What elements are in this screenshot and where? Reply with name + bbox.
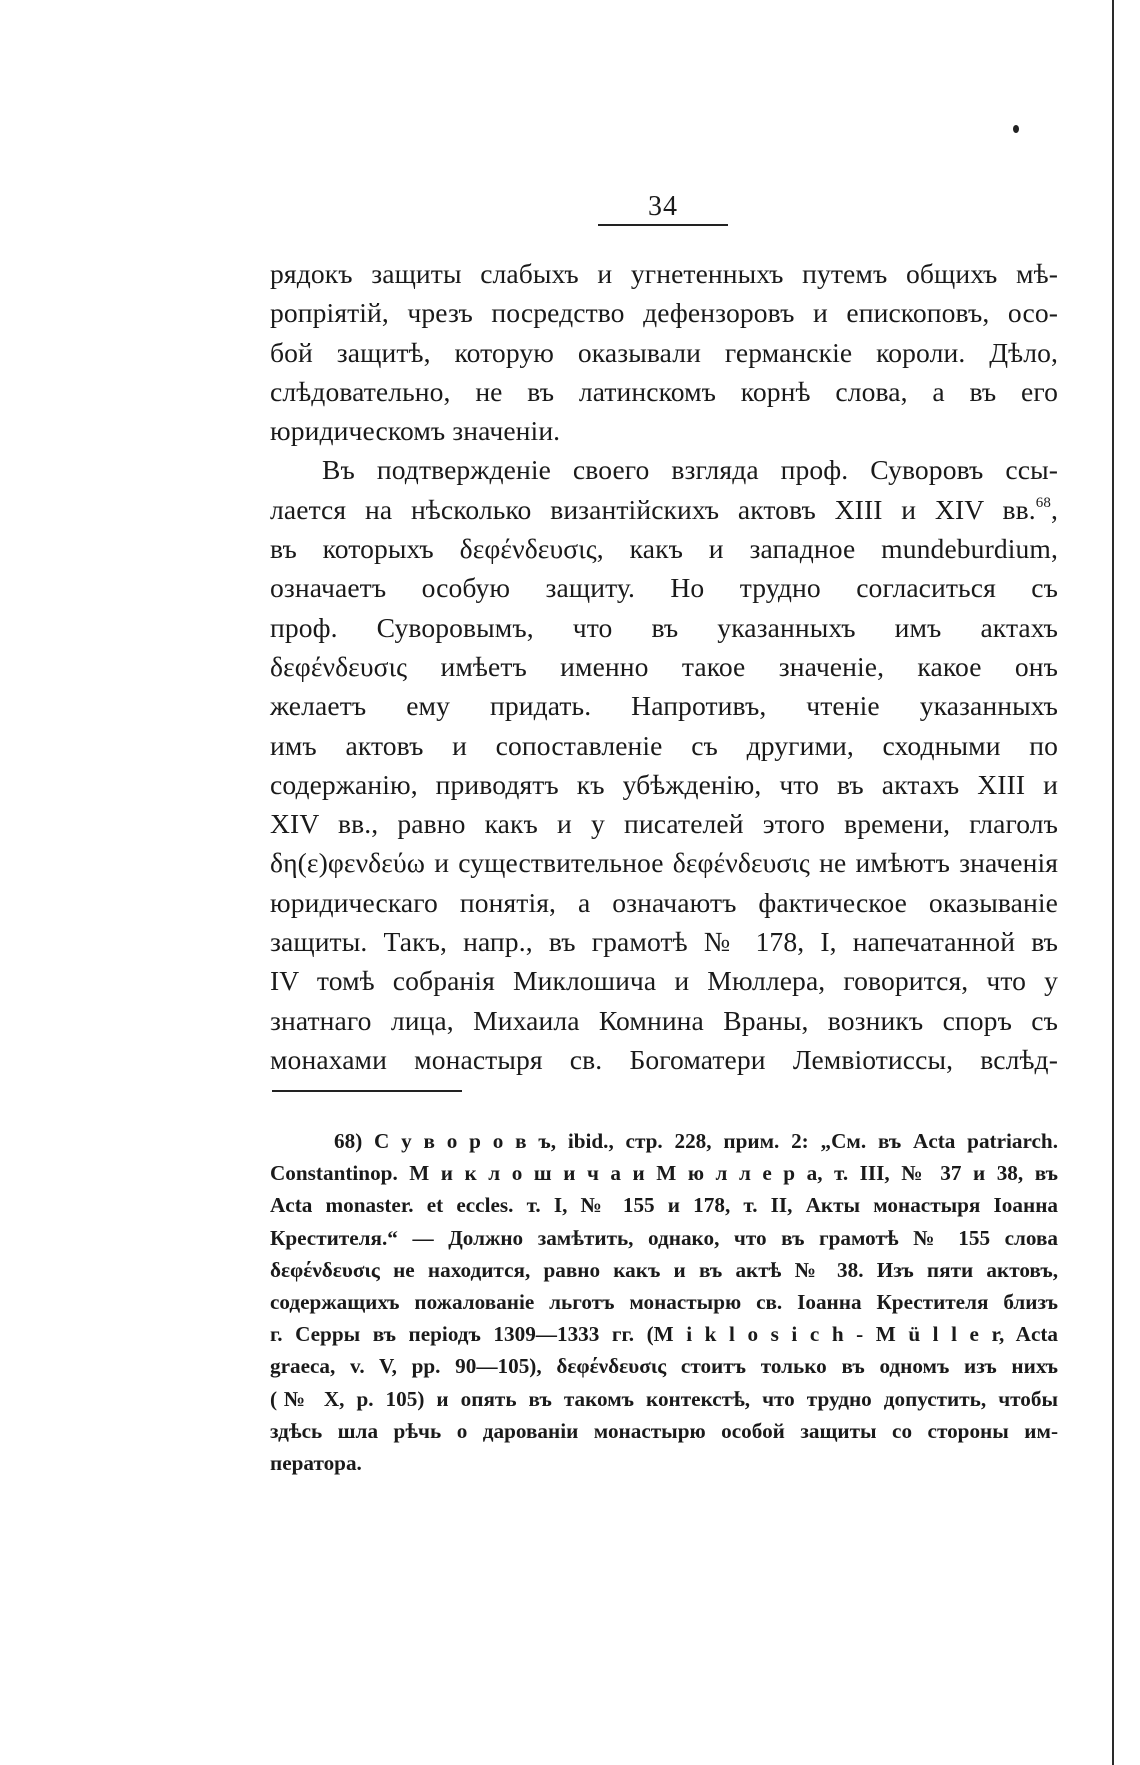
footnote-line: (№ X, p. 105) и опять въ такомъ контекстѣ, что трудно допустить, чтобы — [270, 1386, 1058, 1411]
text-line: означаетъ особую защиту. Но трудно согласиться съ — [270, 572, 1058, 604]
text-line: юридическомъ значеніи. — [270, 415, 561, 447]
footnote-text — [270, 1125, 1058, 1479]
text-line: δεφένδευσις имѣетъ именно такое значеніе, какое онъ — [270, 650, 1058, 682]
page-edge-line — [1112, 0, 1114, 1765]
text-line: бой защитѣ, которую оказывали германскіе короли. Дѣло, — [270, 336, 1058, 368]
text-line: ропріятій, чрезъ посредство дефензоровъ и епископовъ, осо- — [270, 297, 1058, 329]
footnote-line: 68) С у в о р о в ъ, ibid., стр. 228, прим. 2: „См. въ Acta patriarch. — [334, 1129, 1058, 1153]
text-line: въ которыхъ δεφένδευσις, какъ и западное mundeburdium, — [270, 533, 1058, 565]
footnote-line: содержащихъ пожалованіе льготъ монастырю св. Іоанна Крестителя близъ — [270, 1290, 1058, 1315]
text-line: содержанію, приводятъ къ убѣжденію, что въ актахъ XIII и — [270, 768, 1058, 800]
text-line: проф. Суворовымъ, что въ указанныхъ имъ актахъ — [270, 611, 1058, 643]
text-line: рядокъ защиты слабыхъ и угнетенныхъ путемъ общихъ мѣ- — [270, 258, 1058, 289]
text-line: юридическаго понятія, а означаютъ фактическое оказываніе — [270, 886, 1058, 918]
footnote-line: ператора. — [270, 1451, 362, 1476]
text-line: монахами монастыря св. Богоматери Лемвіотиссы, вслѣд- — [270, 1043, 1058, 1075]
ink-speck — [1013, 125, 1019, 133]
text-line: Въ подтвержденіе своего взгляда проф. Суворовъ ссы- — [322, 454, 1058, 486]
footnote-reference[interactable]: 68 — [1035, 494, 1051, 511]
punctuation: , — [1051, 493, 1058, 525]
footnote-line: здѣсь шла рѣчь о дарованіи монастырю особой защиты со стороны им- — [270, 1418, 1058, 1443]
footnote-separator — [272, 1090, 462, 1092]
text-line: δη(ε)φενδεύω и существительное δεφένδευσις не имѣютъ значенія — [270, 847, 1058, 879]
footnote-line: г. Серры въ періодъ 1309—1333 гг. (M i k l o s i c h - M ü l l e r, Acta — [270, 1322, 1058, 1347]
footnote-line: Constantinop. М и к л о ш и ч а и М ю л л е р а, т. III, № 37 и 38, въ — [270, 1161, 1058, 1186]
text-line: IV томѣ собранія Миклошича и Мюллера, говорится, что у — [270, 965, 1058, 997]
footnote-line: Acta monaster. et eccles. т. I, № 155 и 178, т. II, Акты монастыря Іоанна — [270, 1193, 1058, 1218]
text-line: имъ актовъ и сопоставленіе съ другими, сходными по — [270, 729, 1058, 761]
text-line — [270, 490, 1058, 529]
main-text — [270, 254, 1058, 1079]
page-number: 34 — [598, 190, 728, 226]
footnote-line: Крестителя.“ — Должно замѣтить, однако, что въ грамотѣ № 155 слова — [270, 1225, 1058, 1250]
text-line: XIV вв., равно какъ и у писателей этого времени, глаголъ — [270, 808, 1058, 840]
text-line: защиты. Такъ, напр., въ грамотѣ № 178, I, напечатанной въ — [270, 926, 1058, 958]
text-line: слѣдовательно, не въ латинскомъ корнѣ слова, а въ его — [270, 375, 1058, 407]
text-line: знатнаго лица, Михаила Комнина Враны, возникъ споръ съ — [270, 1004, 1058, 1036]
text-fragment: лается на нѣсколько византійскихъ актовъ XIII и XIV вв. — [270, 493, 1036, 525]
text-line: желаетъ ему придать. Напротивъ, чтеніе указанныхъ — [270, 690, 1058, 722]
footnote-line: δεφένδευσις не находится, равно какъ и въ актѣ № 38. Изъ пяти актовъ, — [270, 1257, 1058, 1282]
footnote-line: graeca, v. V, pp. 90—105), δεφένδευσις стоитъ только въ одномъ изъ нихъ — [270, 1354, 1058, 1379]
